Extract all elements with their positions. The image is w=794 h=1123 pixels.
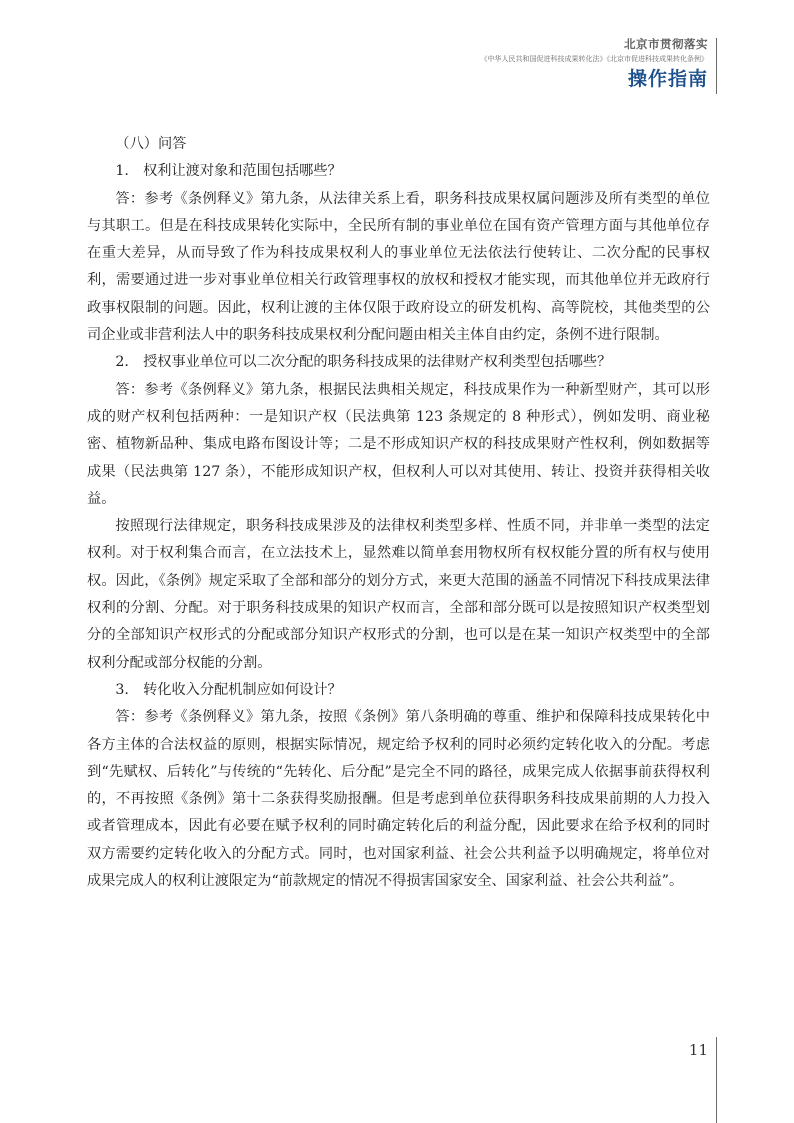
question-3: 3. 转化收入分配机制应如何设计？ bbox=[115, 681, 342, 698]
header-vertical-rule bbox=[716, 38, 717, 94]
page-header bbox=[481, 36, 709, 92]
page-number: 11 bbox=[688, 1041, 708, 1059]
answer-2-continued: 按照现行法律规定，职务科技成果涉及的法律权利类型多样、性质不同，并非单一类型的法定权利。对于权利集合而言，在立法技术上，显然难以简单套用物权所有权权能分置的所有权与使用权。因此，《条例》规定采取了全部和部分的划分方式，来更大范围的涵盖不同情况下科技成果法律权利的分割、分配。对于职务科技成果的知识产权而言，全部和部分既可以是按照知识产权类型划分的全部知识产权形式的分配或部分知识产权形式的分割，也可以是在某一知识产权类型中的全部权利分配或部分权能的分割。 bbox=[87, 518, 710, 671]
header-title: 北京市贯彻落实 bbox=[624, 37, 708, 51]
question-2: 2. 授权事业单位可以二次分配的职务科技成果的法律财产权利类型包括哪些？ bbox=[115, 354, 612, 371]
answer-1: 答：参考《条例释义》第九条，从法律关系上看，职务科技成果权属问题涉及所有类型的单位与其职工。但是在科技成果转化实际中，全民所有制的事业单位在国有资产管理方面与其他单位存在重大差异，从而导致了作为科技成果权利人的事业单位无法依法行使转让、二次分配的民事权利，需要通过进一步对事业单位相关行政管理事权的放权和授权才能实现，而其他单位并无政府行政事权限制的问题。因此，权利让渡的主体仅限于政府设立的研发机构、高等院校，其他类型的公司企业或非营利法人中的职务科技成果权利分配问题由相关主体自由约定，条例不进行限制。 bbox=[87, 190, 710, 344]
answer-2: 答：参考《条例释义》第九条，根据民法典相关规定，科技成果作为一种新型财产，其可以形成的财产权利包括两种：一是知识产权（民法典第 123 条规定的 8 种形式），例如发明、商业秘密、植物新品种、集成电路布图设计等；二是不形成知识产权的科技成果财产性权利，例如数据等成果（民法典第 127 条），不能形成知识产权，但权利人可以对其使用、转让、投资并获得相关收益。 bbox=[87, 381, 710, 507]
header-guide-title: 操作指南 bbox=[627, 68, 708, 90]
header-subtitle: 《中华人民共和国促进科技成果转化法》《北京市促进科技成果转化条例》 bbox=[480, 55, 708, 63]
answer-3: 答：参考《条例释义》第九条，按照《条例》第八条明确的尊重、维护和保障科技成果转化中各方主体的合法权益的原则，根据实际情况，规定给予权利的同时必须约定转化收入的分配。考虑到“先赋权、后转化”与传统的“先转化、后分配”是完全不同的路径，成果完成人依据事前获得权利的，不再按照《条例》第十二条获得奖励报酬。但是考虑到单位获得职务科技成果前期的人力投入或者管理成本，因此有必要在赋予权利的同时确定转化后的利益分配，因此要求在给予权利的同时双方需要约定转化收入的分配方式。同时，也对国家利益、社会公共利益予以明确规定，将单位对成果完成人的权利让渡限定为“前款规定的情况不得损害国家安全、国家利益、社会公共利益”。 bbox=[87, 709, 710, 890]
section-heading: （八）问答 bbox=[115, 136, 187, 152]
question-1: 1. 权利让渡对象和范围包括哪些？ bbox=[115, 163, 342, 180]
footer-vertical-rule bbox=[716, 1037, 717, 1123]
document-body bbox=[87, 131, 710, 895]
